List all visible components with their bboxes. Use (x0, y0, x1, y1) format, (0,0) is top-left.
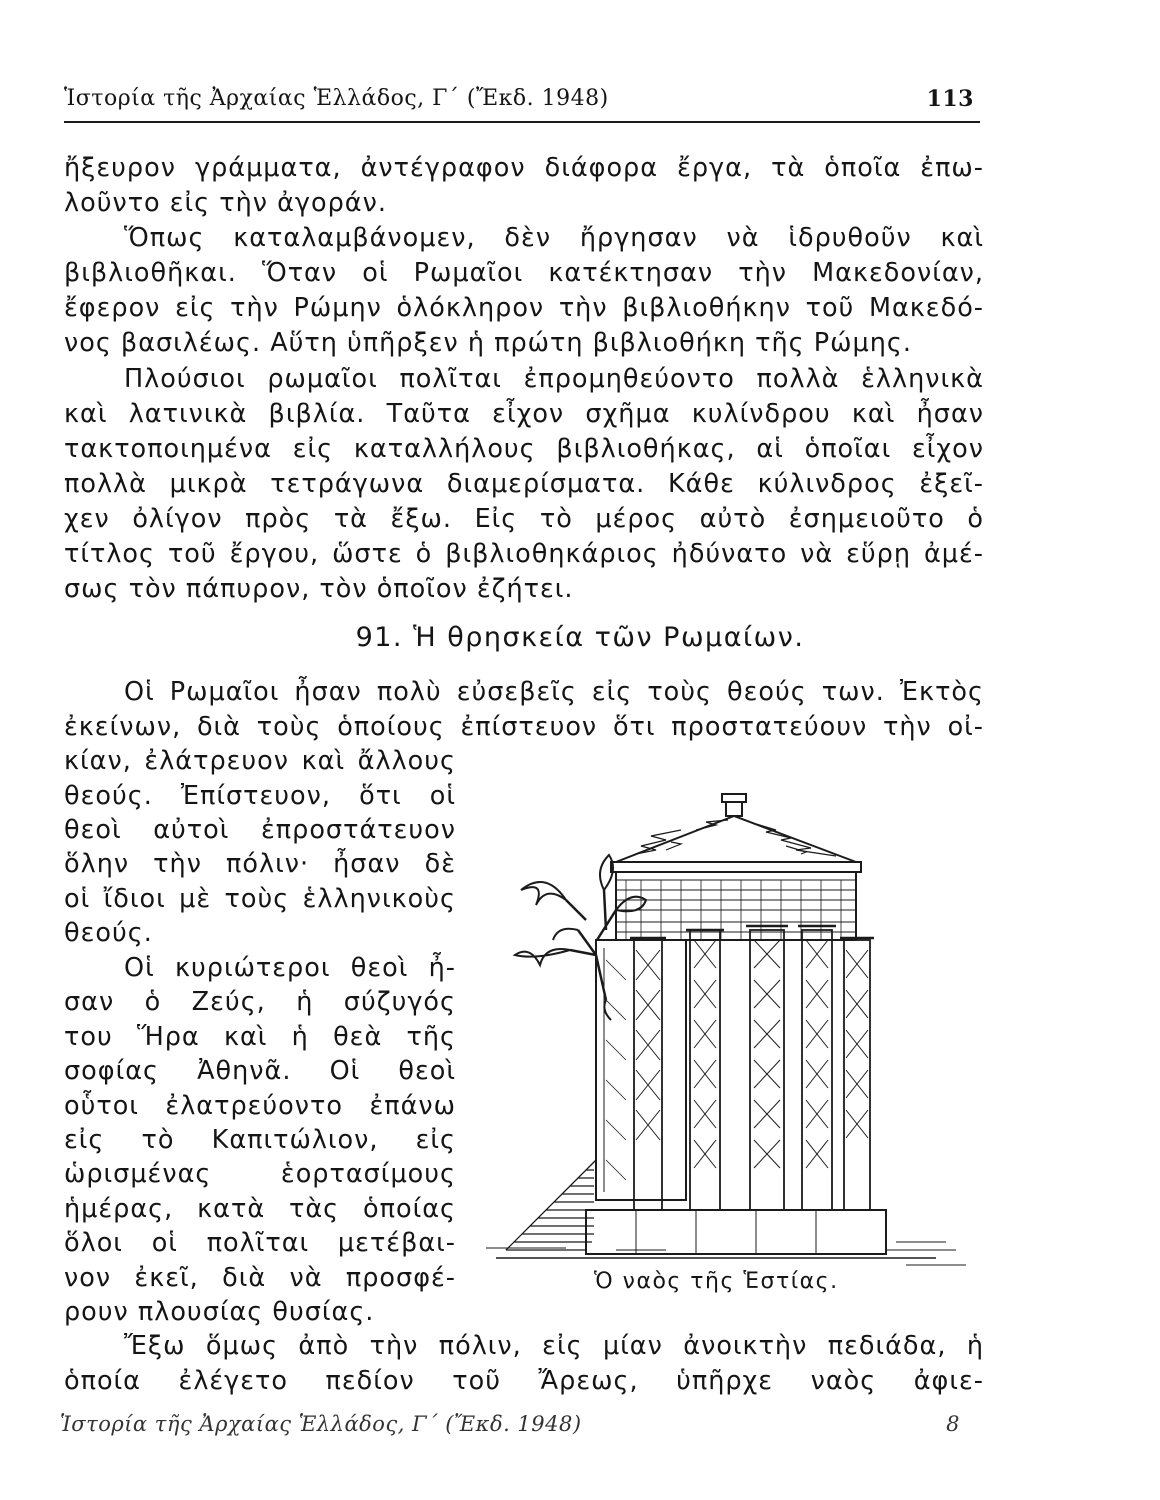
text-line: σαν ὁ Ζεύς, ἡ σύζυγός (64, 987, 456, 1017)
text-line: χεν ὀλίγον πρὸς τὰ ἔξω. Εἰς τὸ μέρος αὐτὸ ἐσημειοῦτο ὁ (64, 504, 984, 534)
text-line: καὶ λατινικὰ βιβλία. Ταῦτα εἶχον σχῆμα κυλίνδρου καὶ ἦσαν (64, 399, 984, 429)
text-line: ἐκείνων, διὰ τοὺς ὁποίους ἐπίστευον ὅτι προστατεύουν τὴν οἰ- (64, 712, 984, 742)
header-title: Ἱστορία τῆς Ἀρχαίας Ἑλλάδος, Γ΄ (Ἔκδ. 1948) (64, 86, 609, 111)
text-line: νος βασιλέως. Αὕτη ὑπῆρξεν ἡ πρώτη βιβλιοθήκη τῆς Ρώμης. (64, 328, 912, 358)
text-line: νον ἐκεῖ, διὰ νὰ προσφέ- (64, 1263, 456, 1293)
text-line: ἤξευρον γράμματα, ἀντέγραφον διάφορα ἔργα, τὰ ὁποῖα ἐπω- (64, 153, 984, 183)
temple-illustration (466, 780, 986, 1270)
page-number: 113 (926, 86, 974, 112)
temple-columns (630, 926, 874, 1210)
text-line: πολλὰ μικρὰ τετράγωνα διαμερίσματα. Κάθε κύλινδρος ἐξεῖ- (64, 469, 984, 499)
text-line: εἰς τὸ Καπιτώλιον, εἰς (64, 1125, 456, 1155)
text-line: σοφίας Ἀθηνᾶ. Οἱ θεοὶ (64, 1056, 456, 1086)
text-line: οἱ ἴδιοι μὲ τοὺς ἑλληνικοὺς (64, 884, 456, 914)
text-line: τίτλος τοῦ ἔργου, ὥστε ὁ βιβλιοθηκάριος ἠδύνατο νὰ εὕρῃ ἀμέ- (64, 539, 984, 569)
temple-roof (611, 794, 861, 940)
signature-mark: 8 (946, 1412, 960, 1436)
text-line: ρουν πλουσίας θυσίας. (64, 1297, 375, 1327)
text-line: ἔφερον εἰς τὴν Ρώμην ὁλόκληρον τὴν βιβλιοθήκην τοῦ Μακεδό- (64, 293, 984, 323)
text-line: οὗτοι ἐλατρεύοντο ἐπάνω (64, 1091, 456, 1121)
text-line: Οἱ κυριώτεροι θεοὶ ἦ- (124, 953, 456, 983)
text-line: Πλούσιοι ρωμαῖοι πολῖται ἐπρομηθεύοντο πολλὰ ἑλληνικὰ (124, 364, 984, 394)
section-heading: 91. Ἡ θρησκεία τῶν Ρωμαίων. (355, 622, 805, 653)
text-line: σως τὸν πάπυρον, τὸν ὁποῖον ἐζήτει. (64, 574, 574, 604)
running-header (64, 86, 980, 120)
text-line: ἡμέρας, κατὰ τὰς ὁποίας (64, 1194, 456, 1224)
text-line: ὅλην τὴν πόλιν· ἦσαν δὲ (64, 849, 456, 879)
text-line: του Ἥρα καὶ ἡ θεὰ τῆς (64, 1022, 456, 1052)
text-line: θεούς. Ἐπίστευον, ὅτι οἱ (64, 781, 456, 811)
text-line: ὡρισμένας ἑορτασίμους (64, 1159, 456, 1189)
header-rule (64, 121, 980, 123)
temple-stairs (506, 1160, 596, 1250)
text-line: Οἱ Ρωμαῖοι ἦσαν πολὺ εὐσεβεῖς εἰς τοὺς θεούς των. Ἐκτὸς (124, 677, 984, 707)
text-line: ὁποία ἐλέγετο πεδίον τοῦ Ἄρεως, ὑπῆρχε ναὸς ἀφιε- (64, 1366, 984, 1396)
text-line: θεούς. (64, 918, 153, 948)
text-line: θεοὶ αὐτοὶ ἐπροστάτευον (64, 815, 456, 845)
text-line: Ἔξω ὅμως ἀπὸ τὴν πόλιν, εἰς μίαν ἀνοικτὴν πεδιάδα, ἡ (124, 1331, 984, 1361)
text-line: βιβλιοθῆκαι. Ὅταν οἱ Ρωμαῖοι κατέκτησαν τὴν Μακεδονίαν, (64, 258, 984, 288)
text-line: λοῦντο εἰς τὴν ἀγοράν. (64, 188, 387, 218)
text-line: ὅλοι οἱ πολῖται μετέβαι- (64, 1228, 456, 1258)
footer-title: Ἱστορία τῆς Ἀρχαίας Ἑλλάδος, Γ΄ (Ἔκδ. 1948) (60, 1412, 582, 1436)
text-line: κίαν, ἐλάτρευον καὶ ἄλλους (64, 746, 456, 776)
figure-caption: Ὁ ναὸς τῆς Ἑστίας. (594, 1269, 839, 1294)
text-line: τακτοποιημένα εἰς καταλλήλους βιβλιοθήκας, αἱ ὁποῖαι εἶχον (64, 434, 984, 464)
page-footer (60, 1412, 980, 1442)
text-line: Ὅπως καταλαμβάνομεν, δὲν ἤργησαν νὰ ἱδρυθοῦν καὶ (124, 223, 984, 253)
